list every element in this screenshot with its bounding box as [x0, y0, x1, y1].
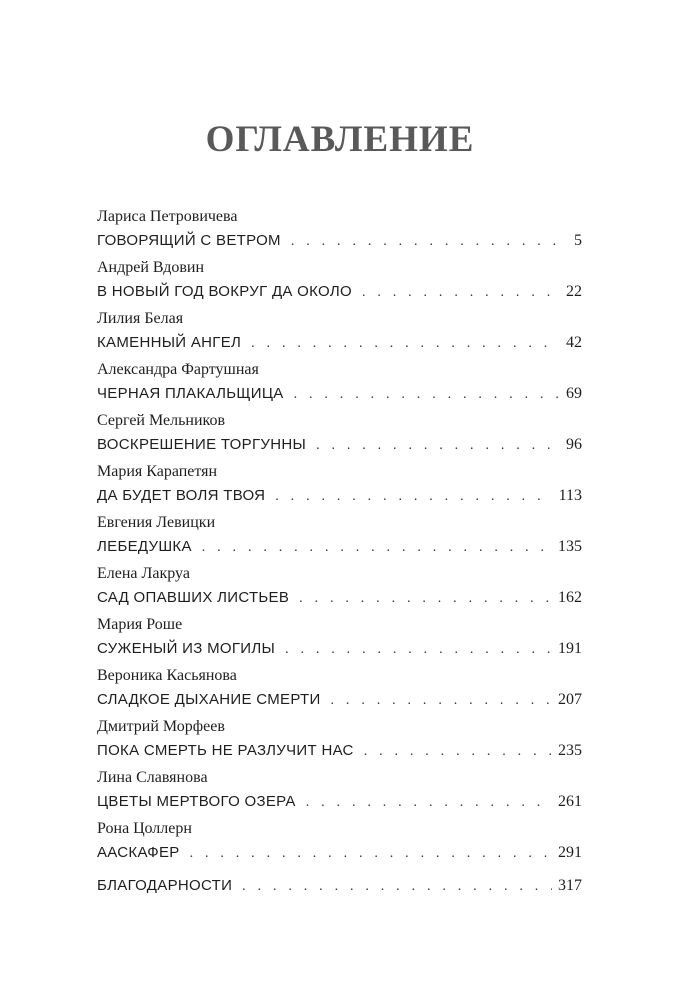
toc-entry: [97, 817, 582, 868]
entry-line[interactable]: [97, 790, 582, 814]
toc-entry-acknowledgements: [97, 874, 582, 898]
entry-author: Евгения Левицки: [97, 514, 216, 531]
entry-author: Рона Цоллерн: [97, 820, 192, 837]
entry-line[interactable]: [97, 382, 582, 406]
entry-title: ВОСКРЕШЕНИЕ ТОРГУННЫ: [97, 436, 307, 453]
entry-title: ДА БУДЕТ ВОЛЯ ТВОЯ: [97, 487, 266, 504]
dot-leader: [190, 842, 552, 866]
entry-page-number: 235: [558, 742, 582, 759]
entry-page-number: 42: [566, 334, 582, 351]
entry-line[interactable]: [97, 535, 582, 559]
entry-title: САД ОПАВШИХ ЛИСТЬЕВ: [97, 589, 290, 606]
dot-leader: [306, 791, 552, 815]
entry-title: СЛАДКОЕ ДЫХАНИЕ СМЕРТИ: [97, 691, 321, 708]
toc-entry: [97, 409, 582, 460]
entry-page-number: 317: [558, 877, 582, 894]
dot-leader: [364, 740, 552, 764]
toc-entry: [97, 715, 582, 766]
toc-entry: [97, 205, 582, 256]
entry-line[interactable]: [97, 637, 582, 661]
entry-line[interactable]: [97, 280, 582, 304]
entry-author: Сергей Мельников: [97, 412, 226, 429]
toc-entry: [97, 460, 582, 511]
page-title: ОГЛАВЛЕНИЕ: [205, 119, 475, 160]
entry-author: Мария Карапетян: [97, 463, 218, 480]
entry-page-number: 96: [566, 436, 582, 453]
entry-line[interactable]: [97, 586, 582, 610]
entry-line[interactable]: [97, 688, 582, 712]
entry-author: Лариса Петровичева: [97, 208, 238, 225]
entry-title: ЛЕБЕДУШКА: [97, 538, 192, 555]
entry-page-number: 113: [558, 487, 582, 504]
toc-entry: [97, 664, 582, 715]
entry-title: ЦВЕТЫ МЕРТВОГО ОЗЕРА: [97, 793, 296, 810]
entry-author: Вероника Касьянова: [97, 667, 237, 684]
dot-leader: [316, 434, 560, 458]
dot-leader: [362, 281, 560, 305]
entry-line[interactable]: [97, 331, 582, 355]
toc-entry: [97, 613, 582, 664]
entry-page-number: 22: [566, 283, 582, 300]
dot-leader: [285, 638, 552, 662]
entry-title: БЛАГОДАРНОСТИ: [97, 877, 233, 894]
toc-entry: [97, 766, 582, 817]
entry-line[interactable]: [97, 841, 582, 865]
entry-line[interactable]: [97, 433, 582, 457]
dot-leader: [331, 689, 552, 713]
entry-author: Андрей Вдовин: [97, 259, 205, 276]
entry-title: КАМЕННЫЙ АНГЕЛ: [97, 334, 242, 351]
toc-entry: [97, 511, 582, 562]
dot-leader: [202, 536, 552, 560]
entry-author: Лина Славянова: [97, 769, 208, 786]
toc-entry: [97, 307, 582, 358]
dot-leader: [291, 230, 568, 254]
entry-page-number: 162: [558, 589, 582, 606]
entry-page-number: 191: [558, 640, 582, 657]
entry-line[interactable]: [97, 484, 582, 508]
entry-author: Мария Роше: [97, 616, 183, 633]
entry-title: В НОВЫЙ ГОД ВОКРУГ ДА ОКОЛО: [97, 283, 352, 300]
entry-page-number: 69: [566, 385, 582, 402]
entry-title: ЧЕРНАЯ ПЛАКАЛЬЩИЦА: [97, 385, 284, 402]
entry-line[interactable]: [97, 874, 582, 898]
entry-page-number: 207: [558, 691, 582, 708]
entry-title: ГОВОРЯЩИЙ С ВЕТРОМ: [97, 232, 281, 249]
table-of-contents: [97, 205, 582, 868]
entry-author: Елена Лакруа: [97, 565, 190, 582]
dot-leader: [251, 332, 560, 356]
entry-line[interactable]: [97, 229, 582, 253]
entry-title: ААСКАФЕР: [97, 844, 180, 861]
entry-author: Дмитрий Морфеев: [97, 718, 225, 735]
entry-page-number: 5: [574, 232, 582, 249]
entry-author: Александра Фартушная: [97, 361, 259, 378]
toc-entry: [97, 256, 582, 307]
dot-leader: [242, 875, 552, 899]
entry-line[interactable]: [97, 739, 582, 763]
entry-title: ПОКА СМЕРТЬ НЕ РАЗЛУЧИТ НАС: [97, 742, 354, 759]
entry-title: СУЖЕНЫЙ ИЗ МОГИЛЫ: [97, 640, 276, 657]
dot-leader: [294, 383, 560, 407]
dot-leader: [299, 587, 552, 611]
entry-page-number: 135: [558, 538, 582, 555]
entry-page-number: 291: [558, 844, 582, 861]
dot-leader: [275, 485, 552, 509]
entry-author: Лилия Белая: [97, 310, 184, 327]
toc-entry: [97, 562, 582, 613]
toc-entry: [97, 358, 582, 409]
entry-page-number: 261: [558, 793, 582, 810]
